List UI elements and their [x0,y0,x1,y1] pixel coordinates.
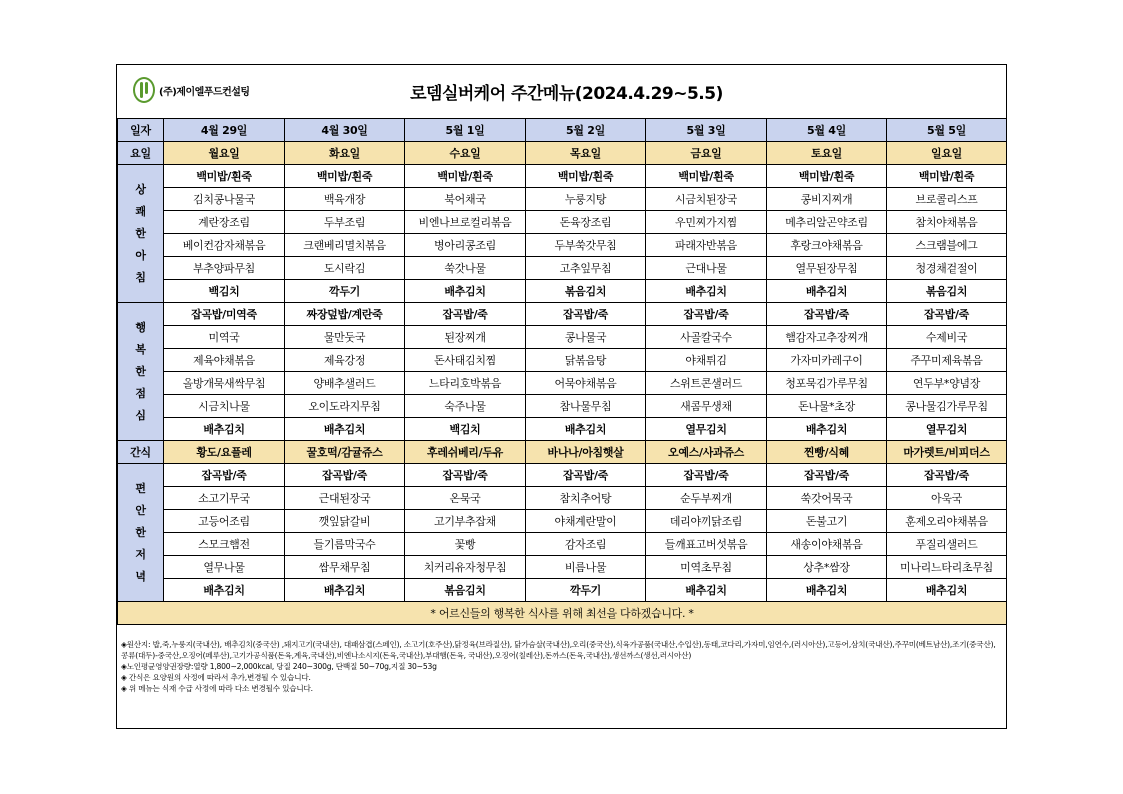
weekly-menu-table [117,118,1007,625]
menu-item: 깍두기 [285,280,405,303]
menu-item: 후랑크야채볶음 [767,234,887,257]
menu-item: 병아리콩조림 [405,234,526,257]
meal-label-char: 상 [135,182,146,196]
menu-item: 근대나물 [646,257,767,280]
menu-item: 볶음김치 [405,579,526,602]
meal-label-2 [118,464,164,602]
menu-item: 상추*쌈장 [767,556,887,579]
menu-item: 쑥갓나물 [405,257,526,280]
menu-row [118,579,1007,602]
menu-item: 새송이야채볶음 [767,533,887,556]
menu-item: 배추김치 [285,418,405,441]
menu-item: 연두부*양념장 [887,372,1007,395]
menu-item: 짜장덮밥/계란죽 [285,303,405,326]
menu-item: 백미밥/흰죽 [285,165,405,188]
menu-item: 근대된장국 [285,487,405,510]
menu-row [118,188,1007,211]
meal-label-char: 녁 [135,569,146,583]
menu-item: 햄감자고추장찌개 [767,326,887,349]
menu-item: 야채튀김 [646,349,767,372]
menu-item: 배추김치 [887,579,1007,602]
menu-item: 물만둣국 [285,326,405,349]
menu-row [118,349,1007,372]
menu-item: 감자조림 [526,533,646,556]
menu-item: 열무나물 [164,556,285,579]
menu-item: 돈나물*초장 [767,395,887,418]
snack-cell: 오예스/사과쥬스 [646,441,767,464]
menu-item: 양배추샐러드 [285,372,405,395]
meal-label-char: 아 [135,248,146,262]
menu-item: 들깨표고버섯볶음 [646,533,767,556]
footer-nutrition: ◈노인평균영양권장량:열량 1,800~2,000kcal, 당질 240~300g, 단백질 50~70g,지질 30~53g [121,662,437,671]
menu-item: 부추양파무침 [164,257,285,280]
menu-item: 잡곡밥/죽 [405,464,526,487]
date-cell: 4월 29일 [164,119,285,142]
menu-item: 잡곡밥/죽 [285,464,405,487]
menu-item: 잡곡밥/죽 [887,303,1007,326]
menu-item: 청경채겉절이 [887,257,1007,280]
snack-cell: 찐빵/식혜 [767,441,887,464]
meal-label-char: 한 [135,364,146,378]
menu-item: 배추김치 [767,579,887,602]
menu-item: 콩나물국 [526,326,646,349]
menu-item: 도시락김 [285,257,405,280]
menu-row [118,234,1007,257]
date-cell: 5월 3일 [646,119,767,142]
menu-item: 스위트콘샐러드 [646,372,767,395]
day-row [118,142,1007,165]
menu-item: 잡곡밥/죽 [767,464,887,487]
menu-row [118,257,1007,280]
menu-item: 배추김치 [285,579,405,602]
menu-row [118,372,1007,395]
menu-item: 청포묵김가루무침 [767,372,887,395]
date-cell: 5월 5일 [887,119,1007,142]
menu-item: 제육강정 [285,349,405,372]
snack-cell: 바나나/아침햇살 [526,441,646,464]
menu-item: 볶음김치 [526,280,646,303]
menu-item: 새콤무생채 [646,395,767,418]
meal-label-1 [118,303,164,441]
menu-item: 백미밥/흰죽 [164,165,285,188]
menu-row [118,211,1007,234]
menu-item: 백미밥/흰죽 [405,165,526,188]
menu-item: 베이컨감자채볶음 [164,234,285,257]
date-cell: 5월 2일 [526,119,646,142]
menu-item: 우민찌가지찜 [646,211,767,234]
day-cell: 월요일 [164,142,285,165]
menu-row [118,556,1007,579]
menu-item: 주꾸미제육볶음 [887,349,1007,372]
menu-item: 열무김치 [887,418,1007,441]
menu-item: 고등어조림 [164,510,285,533]
menu-item: 잡곡밥/죽 [646,303,767,326]
snack-cell: 꿀호떡/감귤쥬스 [285,441,405,464]
menu-item: 배추김치 [767,418,887,441]
menu-item: 잡곡밥/죽 [767,303,887,326]
menu-item: 푸질리샐러드 [887,533,1007,556]
footer-origin: ◈원산지: 밥,죽,누룽지(국내산), 배추김치(중국산) ,돼지고기(국내산), 대패삼겹(스페인), 소고기(호주산),닭정육(브라질산), 닭가슴살(국내산),오리(중국산),식육가공품(국내산,수입산),동태,코다리,가자미,임연수,(러시아산),고등어,삼치(국내산),주꾸미(베트남산),조기(중국산),콩류(대두)-중국산,오징어(페루산),고기가공식품(돈육,계육,국내산),비엔나소시지(돈육,국내산),부대햄(돈육, 국내산),오징어(칠레산),돈까스(돈육,국내산),생선까스(생선,러시아산) [121,640,996,660]
menu-item: 잡곡밥/죽 [526,464,646,487]
menu-item: 배추김치 [164,418,285,441]
menu-item: 잡곡밥/죽 [887,464,1007,487]
menu-item: 온묵국 [405,487,526,510]
menu-item: 스모크햄전 [164,533,285,556]
menu-item: 쑥갓어묵국 [767,487,887,510]
menu-item: 콩나물김가루무침 [887,395,1007,418]
menu-row [118,418,1007,441]
menu-row [118,533,1007,556]
day-cell: 화요일 [285,142,405,165]
menu-item: 잡곡밥/죽 [646,464,767,487]
menu-item: 배추김치 [526,418,646,441]
menu-item: 배추김치 [405,280,526,303]
menu-item: 배추김치 [767,280,887,303]
menu-item: 데리야끼닭조림 [646,510,767,533]
meal-label-char: 심 [135,408,146,422]
menu-item: 비름나물 [526,556,646,579]
menu-item: 깻잎닭갈비 [285,510,405,533]
menu-item: 어묵야채볶음 [526,372,646,395]
menu-row [118,326,1007,349]
menu-item: 메추리알곤약조림 [767,211,887,234]
menu-item: 닭볶음탕 [526,349,646,372]
meal-label-char: 한 [135,226,146,240]
menu-item: 된장찌개 [405,326,526,349]
menu-item: 스크램블에그 [887,234,1007,257]
menu-item: 깍두기 [526,579,646,602]
snack-row [118,441,1007,464]
menu-item: 미역국 [164,326,285,349]
menu-item: 북어채국 [405,188,526,211]
meal-label-char: 편 [135,481,146,495]
menu-item: 두부조림 [285,211,405,234]
menu-row [118,303,1007,326]
menu-item: 미역초무침 [646,556,767,579]
menu-item: 열무김치 [646,418,767,441]
menu-item: 아욱국 [887,487,1007,510]
menu-item: 시금치나물 [164,395,285,418]
menu-item: 누룽지탕 [526,188,646,211]
menu-row [118,280,1007,303]
menu-item: 고기부추잡채 [405,510,526,533]
menu-item: 백미밥/흰죽 [767,165,887,188]
menu-item: 크랜베리멸치볶음 [285,234,405,257]
meal-label-char: 쾌 [135,204,146,218]
menu-item: 파래자반볶음 [646,234,767,257]
meal-label-char: 점 [135,386,146,400]
menu-item: 계란장조림 [164,211,285,234]
day-cell: 일요일 [887,142,1007,165]
menu-item: 참치추어탕 [526,487,646,510]
menu-item: 잡곡밥/죽 [526,303,646,326]
menu-item: 배추김치 [164,579,285,602]
day-label: 요일 [118,142,164,165]
banner-row [118,602,1007,625]
day-cell: 토요일 [767,142,887,165]
meal-label-0 [118,165,164,303]
meal-label-char: 안 [135,503,146,517]
menu-item: 백미밥/흰죽 [526,165,646,188]
menu-item: 백김치 [405,418,526,441]
menu-item: 느타리호박볶음 [405,372,526,395]
meal-label-char: 한 [135,525,146,539]
date-cell: 5월 1일 [405,119,526,142]
menu-item: 참치야채볶음 [887,211,1007,234]
menu-item: 수제비국 [887,326,1007,349]
date-cell: 5월 4일 [767,119,887,142]
menu-item: 돈사태김치찜 [405,349,526,372]
date-label: 일자 [118,119,164,142]
menu-item: 시금치된장국 [646,188,767,211]
footer-snack-note: ◈ 간식은 요양원의 사정에 따라서 추가,변경될 수 있습니다. [121,673,311,682]
menu-item: 소고기무국 [164,487,285,510]
menu-item: 백미밥/흰죽 [646,165,767,188]
menu-sheet [116,64,1007,729]
snack-cell: 황도/요플레 [164,441,285,464]
menu-item: 미나리느타리초무침 [887,556,1007,579]
snack-cell: 마가렛트/비피더스 [887,441,1007,464]
menu-item: 잡곡밥/미역죽 [164,303,285,326]
menu-item: 백미밥/흰죽 [887,165,1007,188]
day-cell: 목요일 [526,142,646,165]
menu-item: 훈제오리야채볶음 [887,510,1007,533]
menu-item: 비엔나브로컬리볶음 [405,211,526,234]
meal-label-char: 복 [135,342,146,356]
menu-item: 볶음김치 [887,280,1007,303]
menu-item: 김치콩나물국 [164,188,285,211]
menu-item: 돈육장조림 [526,211,646,234]
day-cell: 수요일 [405,142,526,165]
menu-item: 쌈무채무침 [285,556,405,579]
menu-item: 콩비지찌개 [767,188,887,211]
menu-item: 가자미카레구이 [767,349,887,372]
menu-row [118,395,1007,418]
menu-row [118,487,1007,510]
meal-label-char: 침 [135,270,146,284]
day-cell: 금요일 [646,142,767,165]
menu-item: 백김치 [164,280,285,303]
menu-item: 참나물무침 [526,395,646,418]
menu-item: 고추잎무침 [526,257,646,280]
menu-item: 열무된장무침 [767,257,887,280]
date-cell: 4월 30일 [285,119,405,142]
meal-label-char: 저 [135,547,146,561]
footer-notes [121,639,1001,694]
menu-item: 야채계란말이 [526,510,646,533]
menu-item: 순두부찌개 [646,487,767,510]
menu-item: 배추김치 [646,280,767,303]
company-name: (주)제이엘푸드컨설팅 [159,86,250,98]
menu-item: 올방개묵새싹무침 [164,372,285,395]
footer-change-note: ◈ 위 메뉴는 식재 수급 사정에 따라 다소 변경될수 있습니다. [121,684,313,693]
menu-item: 배추김치 [646,579,767,602]
menu-item: 제육야채볶음 [164,349,285,372]
menu-item: 두부쑥갓무침 [526,234,646,257]
banner-text: * 어르신들의 행복한 식사를 위해 최선을 다하겠습니다. * [118,602,1007,625]
menu-item: 들기름막국수 [285,533,405,556]
menu-row [118,165,1007,188]
menu-item: 브로콜리스프 [887,188,1007,211]
menu-item: 사골칼국수 [646,326,767,349]
menu-item: 오이도라지무침 [285,395,405,418]
snack-label: 간식 [118,441,164,464]
menu-item: 잡곡밥/죽 [164,464,285,487]
menu-item: 돈불고기 [767,510,887,533]
menu-item: 치커리유자청무침 [405,556,526,579]
menu-item: 잡곡밥/죽 [405,303,526,326]
snack-cell: 후레쉬베리/두유 [405,441,526,464]
menu-item: 꽃빵 [405,533,526,556]
sheet-header [117,65,1006,118]
menu-item: 숙주나물 [405,395,526,418]
meal-label-char: 행 [135,320,146,334]
date-row [118,119,1007,142]
menu-item: 백육개장 [285,188,405,211]
menu-row [118,464,1007,487]
menu-row [118,510,1007,533]
page-title: 로뎀실버케어 주간메뉴(2024.4.29~5.5) [410,84,723,104]
